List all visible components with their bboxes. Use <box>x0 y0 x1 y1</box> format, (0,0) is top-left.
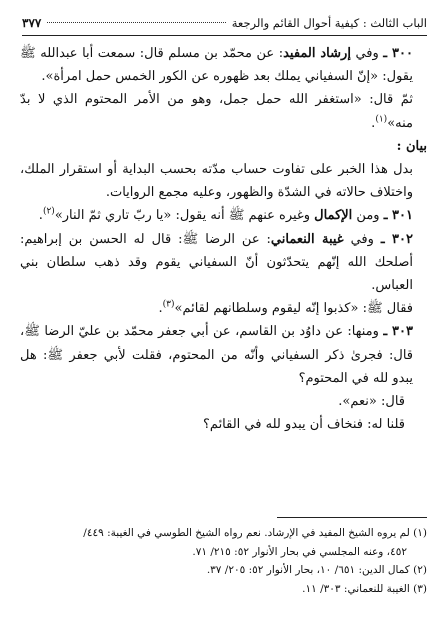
hadith-text: فقال ﷺ: «كذبوا إنّه ليقوم وسلطانهم لقائم» <box>174 301 413 317</box>
dialogue-line: قلنا له: فنخاف أن يبدو لله في القائم؟ <box>203 417 405 433</box>
period: . <box>371 115 376 131</box>
footnote <box>22 524 427 543</box>
hadith-text: وغيره عنهم ﷺ أنه يقول: «يا ربّ تاري ثمّ النار» <box>54 208 310 224</box>
footnote-text: الغيبة للنعماني: ٣٠٣/ ١١. <box>302 582 410 595</box>
hadith-number: ٣٠٠ ـ <box>383 46 413 61</box>
footnote-divider <box>277 517 427 518</box>
source-book: غيبة النعماني <box>270 231 344 247</box>
source-book: الإكمال <box>314 208 353 224</box>
footnote <box>22 561 427 580</box>
hadith-number: ٣٠٣ ـ <box>383 324 413 340</box>
running-title: الباب الثالث : كيفية أحوال القائم والرجعة <box>231 16 427 30</box>
hadith-300-continuation <box>20 88 427 134</box>
page-number: ٣٧٧ <box>22 16 42 30</box>
hadith-302-continuation <box>20 297 427 320</box>
footnotes <box>22 524 427 598</box>
heading-text: بيان : <box>396 138 427 154</box>
footnote-text: كمال الدين: ٦٥١/ ١٠، بحار الأنوار ٥٢: ٢٠٥/ ٣٧. <box>206 564 410 576</box>
footnote-label: (٣) <box>413 582 427 595</box>
dialogue-line: قال: «نعم». <box>338 394 405 410</box>
period: . <box>158 301 163 317</box>
footnote-ref: (٢) <box>42 207 55 218</box>
footnote-continuation: ٤٥٢، وعنه المجلسي في بحار الأنوار ٥٢: ٢١٥/ ٧١. <box>192 545 407 558</box>
hadith-lead: وفي <box>355 46 379 61</box>
hadith-number: ٣٠١ ـ <box>383 208 413 224</box>
footnote-ref: (٣) <box>162 299 175 310</box>
hadith-300 <box>20 42 427 88</box>
source-book: إرشاد المفيد <box>283 46 351 61</box>
hadith-302 <box>20 228 427 298</box>
hadith-301 <box>20 204 427 227</box>
hadith-text: ثمّ قال: «استغفر الله حمل جمل، وهو من الأمر المحتوم الذي لا بدّ منه» <box>20 92 413 131</box>
footnote-ref: (١) <box>375 114 388 125</box>
hadith-text: : عن الرضا ﷺ: قال له الحسن بن إبراهيم: أصلحك الله إنّهم يتحدّثون أنّ السفياني يقوم وقد ذهب سلطان بني العباس. <box>20 231 413 294</box>
hadith-text: : عن محمّد بن مسلم قال: سمعت أبا عبدالله ﷺ يقول: «إنّ السفياني يملك بعد ظهوره عن الكور الخمس حمل امرأة». <box>20 46 413 85</box>
footnote-label: (١) <box>413 527 427 539</box>
bayan-text: بدل هذا الخبر على تفاوت حساب مدّته بحسب البداية أو استقرار الملك، واختلاف حالاته في الشدّة والظهور، وعليه مجمع الروايات. <box>20 162 414 201</box>
running-header <box>22 14 427 36</box>
hadith-303 <box>20 320 427 390</box>
footnote-text: لم يروه الشيخ المفيد في الإرشاد. نعم رواه الشيخ الطوسي في الغيبة: ٤٤٩/ <box>83 527 410 539</box>
footnote-label: (٢) <box>413 564 427 576</box>
hadith-lead: وفي <box>350 231 374 247</box>
bayan-heading <box>20 135 427 158</box>
hadith-text: ومنها: عن داوُد بن القاسم، عن أبي جعفر محمّد بن عليّ الرضا ﷺ، قال: فجرىٰ ذكر السفياني وأنّه من المحتوم، فقلت لأبي جعفر ﷺ: هل يبدو لله في المحتوم؟ <box>20 324 413 386</box>
header-dot-leader <box>47 21 225 23</box>
main-text <box>20 42 427 436</box>
hadith-lead: ومن <box>356 208 380 224</box>
hadith-number: ٣٠٢ ـ <box>380 231 413 247</box>
footnote <box>22 580 427 599</box>
period: . <box>38 208 43 224</box>
